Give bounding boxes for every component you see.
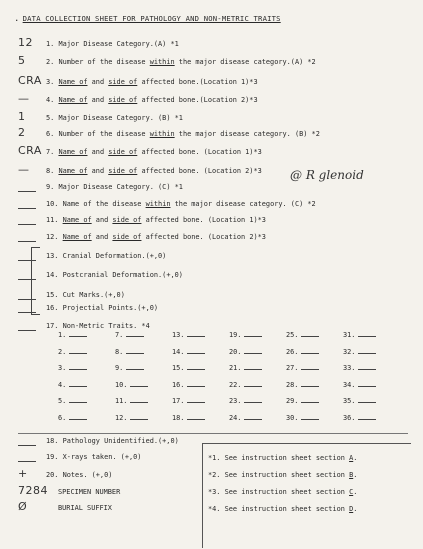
field-blank-line[interactable] (18, 445, 36, 446)
item-number: 12. (46, 233, 63, 241)
trait-blank-line[interactable] (69, 369, 87, 370)
item-number: 16. (46, 304, 63, 312)
item-row (18, 181, 418, 195)
item-label-part: and (87, 96, 109, 104)
item-label (46, 233, 266, 241)
trait-cell (58, 381, 87, 389)
trait-cell (172, 348, 205, 356)
trait-cell (343, 364, 376, 372)
item-number: 15. (46, 291, 63, 299)
item-number: 9. (46, 183, 59, 191)
trait-number: 35. (343, 397, 356, 405)
item-label (46, 130, 320, 138)
trait-number: 2. (58, 347, 67, 356)
trait-cell (58, 331, 87, 339)
item-number: 10. (46, 200, 63, 208)
instruction-line (208, 505, 357, 513)
trait-cell (115, 414, 148, 422)
trait-number: 20. (229, 347, 242, 356)
bottom-row (18, 486, 198, 500)
item-label-part: and (87, 148, 109, 156)
trait-blank-line[interactable] (187, 402, 205, 403)
trait-cell (286, 364, 319, 372)
trait-cell (343, 397, 376, 405)
item-row (18, 94, 418, 108)
trait-number: 1. (58, 331, 67, 339)
item-label (46, 322, 150, 330)
item-row (18, 289, 418, 303)
item-label-part: and (87, 78, 109, 86)
trait-blank-line[interactable] (244, 353, 262, 354)
item-value[interactable]: CRA (18, 74, 42, 87)
item-label-part: Cut Marks.(+,0) (62, 291, 125, 299)
trait-blank-line[interactable] (301, 402, 319, 403)
item-blank-line[interactable] (18, 191, 36, 192)
trait-number: 32. (343, 347, 356, 356)
item-label-part: Cranial Deformation.(+,0) (62, 252, 167, 260)
item-label (46, 114, 183, 122)
trait-number: 11. (115, 397, 128, 405)
trait-blank-line[interactable] (301, 386, 319, 387)
item-number: 2. (46, 58, 59, 66)
item-number: 7. (46, 148, 59, 156)
instruction-line (208, 471, 357, 479)
item-number: 11. (46, 216, 63, 224)
item-row (18, 38, 418, 52)
item-label-part: Name of the disease (62, 200, 146, 208)
trait-blank-line[interactable] (130, 419, 148, 420)
field-blank-line[interactable] (18, 461, 36, 462)
item-label-part: affected bone. (Location 1)*3 (137, 148, 262, 156)
item-label-part: within (149, 130, 175, 138)
trait-number: 16. (172, 380, 185, 389)
field-label: 18. Pathology Unidentified.(+,0) (46, 437, 179, 445)
sheet-title-text: DATA COLLECTION SHEET FOR PATHOLOGY AND NON-METRIC TRAITS (22, 14, 281, 23)
trait-number: 19. (229, 331, 242, 339)
trait-blank-line[interactable] (358, 386, 376, 387)
item-label-part: affected bone.(Location 2)*3 (137, 96, 258, 104)
item-label-part: Name of (58, 78, 88, 86)
item-label (46, 216, 266, 224)
item-label-part: affected bone.(Location 1)*3 (137, 78, 258, 86)
trait-number: 10. (115, 380, 128, 389)
trait-number: 34. (343, 380, 356, 389)
item-label-part: side of (108, 96, 138, 104)
item-label-part: affected bone. (Location 1)*3 (141, 216, 266, 224)
field-value[interactable]: Ø (18, 500, 28, 513)
item-row (18, 146, 418, 160)
trait-cell (115, 364, 144, 372)
trait-number: 9. (115, 364, 124, 372)
trait-blank-line[interactable] (358, 353, 376, 354)
item-label-part: Major Disease Category. (C) *1 (58, 183, 183, 191)
trait-number: 24. (229, 413, 242, 422)
bracket-mark (31, 247, 40, 315)
trait-cell (286, 397, 319, 405)
item-label-part: and (91, 233, 113, 241)
trait-blank-line[interactable] (358, 419, 376, 420)
item-label (46, 200, 316, 208)
trait-number: 15. (172, 364, 185, 372)
item-label-part: Projectial Points.(+,0) (62, 304, 159, 312)
item-value[interactable]: CRA (18, 144, 42, 157)
item-label-part: side of (112, 233, 142, 241)
item-row (18, 250, 418, 264)
trait-blank-line[interactable] (69, 353, 87, 354)
item-label-part: affected bone. (Location 2)*3 (141, 233, 266, 241)
item-value[interactable]: 1 (18, 110, 26, 123)
trait-cell (286, 381, 319, 389)
item-label (46, 167, 262, 175)
item-label-part: the major disease category. (B) *2 (174, 130, 320, 138)
item-number: 6. (46, 130, 59, 138)
instruction-end: . (353, 488, 358, 496)
trait-number: 27. (286, 364, 299, 372)
trait-number: 26. (286, 347, 299, 356)
bullet-mark: . (14, 14, 20, 24)
trait-number: 31. (343, 331, 356, 339)
item-number: 5. (46, 114, 59, 122)
item-label-part: and (87, 167, 109, 175)
trait-blank-line[interactable] (126, 353, 144, 354)
item-value[interactable]: — (18, 163, 30, 176)
trait-cell (172, 397, 205, 405)
non-metric-trait-grid (58, 331, 398, 431)
trait-cell (286, 331, 319, 339)
trait-number: 21. (229, 364, 242, 372)
trait-blank-line[interactable] (244, 369, 262, 370)
item-label-part: Number of the disease (58, 130, 150, 138)
item-label (46, 40, 179, 48)
trait-cell (58, 364, 87, 372)
trait-cell (58, 414, 87, 422)
trait-blank-line[interactable] (187, 369, 205, 370)
item-label (46, 183, 183, 191)
trait-blank-line[interactable] (69, 386, 87, 387)
trait-cell (172, 331, 205, 339)
trait-blank-line[interactable] (69, 402, 87, 403)
trait-blank-line[interactable] (358, 336, 376, 337)
instruction-section: A (349, 454, 354, 462)
trait-blank-line[interactable] (187, 353, 205, 354)
item-label-part: Major Disease Category.(A) *1 (58, 40, 179, 48)
item-label-part: side of (108, 167, 138, 175)
trait-cell (172, 381, 205, 389)
trait-number: 7. (115, 331, 124, 339)
item-label-part: Major Disease Category. (B) *1 (58, 114, 183, 122)
trait-blank-line[interactable] (130, 386, 148, 387)
item-row (18, 56, 418, 70)
item-label-part: within (149, 58, 175, 66)
instruction-line (208, 454, 357, 462)
trait-cell (115, 348, 144, 356)
item-label (46, 271, 183, 279)
trait-blank-line[interactable] (301, 369, 319, 370)
item-label (46, 304, 158, 312)
instruction-end: . (353, 471, 358, 479)
handwritten-annotation: @ R glenoid (290, 168, 364, 182)
item-label-part: the major disease category. (C) *2 (170, 200, 316, 208)
item-row (18, 112, 418, 126)
instruction-section: B (349, 471, 354, 479)
item-row (18, 76, 418, 90)
trait-cell (58, 348, 87, 356)
item-value[interactable]: — (18, 92, 30, 105)
trait-cell (115, 331, 144, 339)
item-blank-line[interactable] (18, 330, 36, 331)
item-number: 17. (46, 322, 63, 330)
bottom-row (18, 502, 198, 516)
item-row (18, 302, 418, 316)
item-value[interactable]: 2 (18, 126, 26, 139)
item-label (46, 291, 125, 299)
instruction-text: *1. See instruction sheet section (208, 454, 350, 462)
item-label (46, 252, 166, 260)
item-number: 3. (46, 78, 59, 86)
trait-cell (229, 331, 262, 339)
item-label-part: Name of (58, 96, 88, 104)
instruction-end: . (353, 454, 358, 462)
trait-cell (343, 348, 376, 356)
trait-number: 23. (229, 397, 242, 405)
item-label-part: Name of (62, 233, 92, 241)
instruction-text: *3. See instruction sheet section (208, 488, 350, 496)
item-number: 14. (46, 271, 63, 279)
item-number: 4. (46, 96, 59, 104)
item-label-part: Name of (58, 167, 88, 175)
item-label (46, 78, 258, 86)
item-value[interactable]: 5 (18, 54, 26, 67)
trait-number: 12. (115, 413, 128, 422)
trait-cell (115, 381, 148, 389)
item-blank-line[interactable] (18, 241, 36, 242)
trait-number: 8. (115, 347, 124, 356)
trait-cell (58, 397, 87, 405)
instruction-end: . (353, 505, 358, 513)
item-number: 1. (46, 40, 59, 48)
instruction-box (202, 443, 411, 548)
item-label (46, 58, 316, 66)
field-label: BURIAL SUFFIX (58, 504, 112, 512)
item-row (18, 198, 418, 212)
trait-number: 29. (286, 397, 299, 405)
trait-blank-line[interactable] (187, 386, 205, 387)
trait-number: 18. (172, 413, 185, 422)
instruction-section: D (349, 505, 354, 513)
bottom-row (18, 469, 198, 483)
item-row (18, 269, 418, 283)
item-label-part: the major disease category.(A) *2 (174, 58, 316, 66)
trait-cell (229, 364, 262, 372)
item-label-part: Name of (58, 148, 88, 156)
trait-cell (286, 348, 319, 356)
trait-cell (172, 364, 205, 372)
instruction-text: *2. See instruction sheet section (208, 471, 350, 479)
section-divider (18, 433, 408, 434)
item-label-part: within (145, 200, 171, 208)
item-label-part: Name of (62, 216, 92, 224)
item-label-part: Number of the disease (58, 58, 150, 66)
trait-blank-line[interactable] (358, 369, 376, 370)
item-label-part: side of (108, 78, 138, 86)
trait-number: 22. (229, 380, 242, 389)
field-label: 20. Notes. (+,0) (46, 471, 113, 479)
trait-number: 30. (286, 413, 299, 422)
trait-cell (229, 381, 262, 389)
trait-blank-line[interactable] (69, 336, 87, 337)
item-label-part: and (91, 216, 113, 224)
trait-blank-line[interactable] (244, 419, 262, 420)
trait-number: 28. (286, 380, 299, 389)
item-value[interactable]: 12 (18, 36, 33, 49)
trait-blank-line[interactable] (301, 336, 319, 337)
item-row (18, 128, 418, 142)
item-row (18, 214, 418, 228)
trait-number: 6. (58, 413, 67, 422)
trait-blank-line[interactable] (301, 353, 319, 354)
trait-number: 25. (286, 331, 299, 339)
trait-number: 13. (172, 331, 185, 339)
trait-cell (229, 397, 262, 405)
trait-cell (115, 397, 148, 405)
field-value[interactable]: + (18, 467, 28, 480)
trait-blank-line[interactable] (126, 369, 144, 370)
trait-cell (229, 348, 262, 356)
bottom-row (18, 451, 198, 465)
item-row (18, 231, 418, 245)
item-blank-line[interactable] (18, 208, 36, 209)
trait-number: 36. (343, 413, 356, 422)
trait-blank-line[interactable] (187, 419, 205, 420)
trait-blank-line[interactable] (187, 336, 205, 337)
instruction-line (208, 488, 357, 496)
trait-cell (286, 414, 319, 422)
item-label-part: side of (108, 148, 138, 156)
instruction-section: C (349, 488, 354, 496)
trait-blank-line[interactable] (244, 386, 262, 387)
item-blank-line[interactable] (18, 224, 36, 225)
trait-number: 5. (58, 397, 67, 405)
trait-number: 17. (172, 397, 185, 405)
trait-blank-line[interactable] (244, 402, 262, 403)
trait-cell (343, 381, 376, 389)
item-label-part: affected bone. (Location 2)*3 (137, 167, 262, 175)
item-label (46, 148, 262, 156)
trait-blank-line[interactable] (301, 419, 319, 420)
trait-blank-line[interactable] (69, 419, 87, 420)
sheet-title (14, 14, 281, 24)
trait-number: 4. (58, 380, 67, 389)
trait-blank-line[interactable] (130, 402, 148, 403)
item-number: 8. (46, 167, 59, 175)
trait-cell (343, 331, 376, 339)
field-value[interactable]: 7284 (18, 484, 48, 497)
bottom-row (18, 435, 198, 449)
item-number: 13. (46, 252, 63, 260)
item-label-part: Non-Metric Traits. *4 (62, 322, 150, 330)
item-label (46, 96, 258, 104)
trait-blank-line[interactable] (126, 336, 144, 337)
instruction-text: *4. See instruction sheet section (208, 505, 350, 513)
item-label-part: Postcranial Deformation.(+,0) (62, 271, 183, 279)
trait-cell (229, 414, 262, 422)
field-label: SPECIMEN NUMBER (58, 488, 121, 496)
trait-cell (343, 414, 376, 422)
trait-number: 14. (172, 347, 185, 356)
trait-blank-line[interactable] (244, 336, 262, 337)
trait-cell (172, 414, 205, 422)
trait-number: 3. (58, 364, 67, 372)
trait-number: 33. (343, 364, 356, 372)
item-label-part: side of (112, 216, 142, 224)
trait-blank-line[interactable] (358, 402, 376, 403)
field-label: 19. X-rays taken. (+,0) (46, 453, 142, 461)
